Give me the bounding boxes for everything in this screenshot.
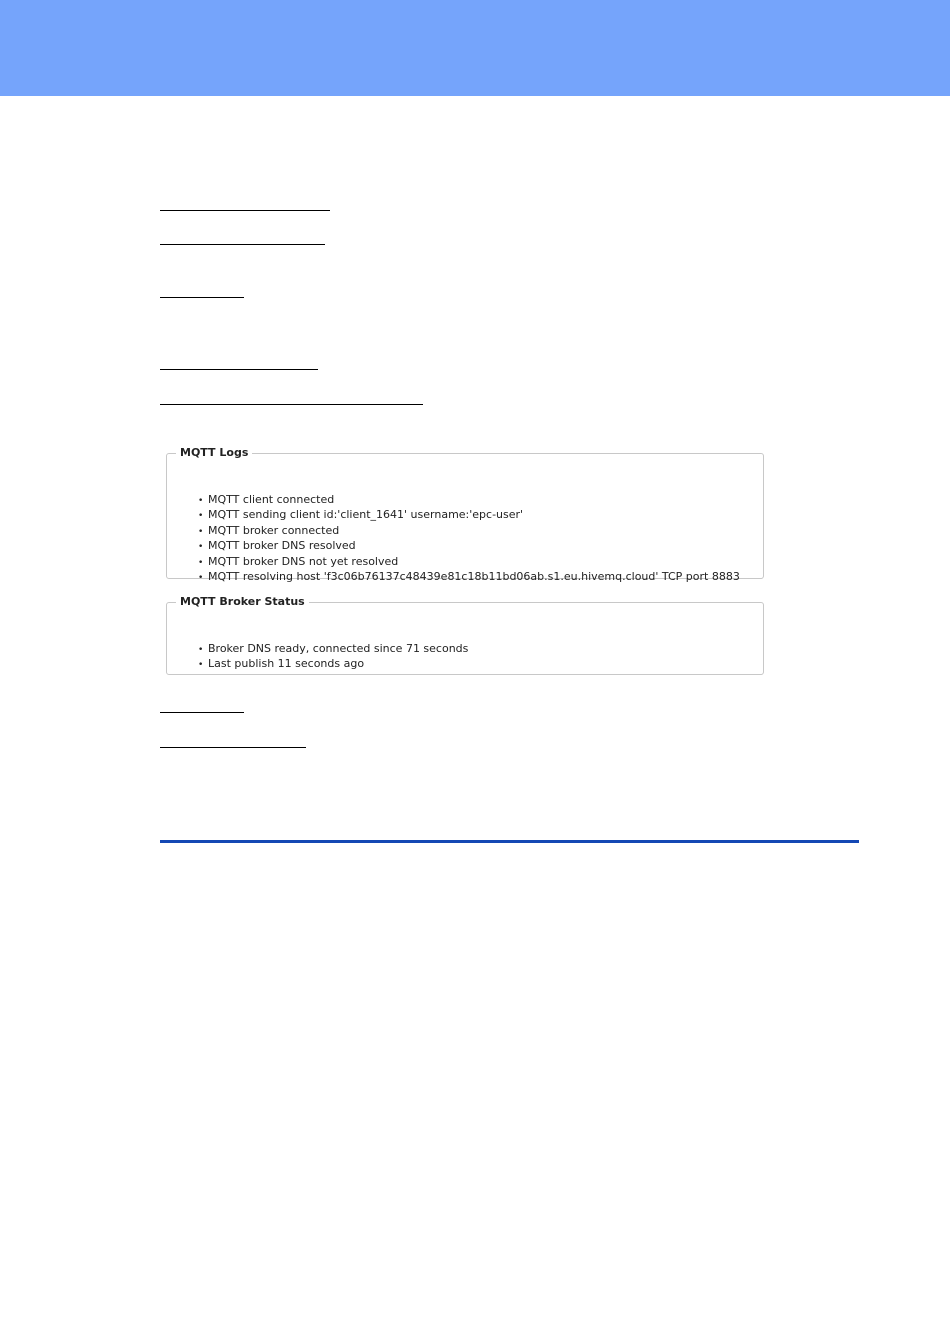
list-item: • Last publish 11 seconds ago [208, 657, 468, 672]
list-item: • MQTT sending client id:'client_1641' username:'epc-user' [208, 508, 740, 523]
list-item: • MQTT resolving host 'f3c06b76137c48439e81c18b11bd06ab.s1.eu.hivemq.cloud' TCP port 8883 [208, 570, 740, 585]
list-item: • MQTT client connected [208, 493, 740, 508]
mqtt-broker-status-list [208, 642, 468, 673]
list-item: • Broker DNS ready, connected since 71 seconds [208, 642, 468, 657]
blank-line [160, 210, 330, 211]
header-band [0, 0, 950, 96]
blank-line [160, 244, 325, 245]
list-item: • MQTT broker DNS not yet resolved [208, 555, 740, 570]
blank-line [160, 712, 244, 713]
mqtt-logs-panel [166, 446, 764, 584]
blank-line [160, 747, 306, 748]
blank-line [160, 297, 244, 298]
list-item: • MQTT broker connected [208, 524, 740, 539]
blank-line [160, 369, 318, 370]
mqtt-broker-status-panel [166, 596, 764, 675]
mqtt-broker-status-legend: MQTT Broker Status [180, 595, 305, 608]
mqtt-logs-list [208, 493, 740, 585]
blank-line [160, 404, 423, 405]
list-item: • MQTT broker DNS resolved [208, 539, 740, 554]
mqtt-logs-legend: MQTT Logs [180, 446, 249, 459]
footer-rule [160, 840, 859, 843]
